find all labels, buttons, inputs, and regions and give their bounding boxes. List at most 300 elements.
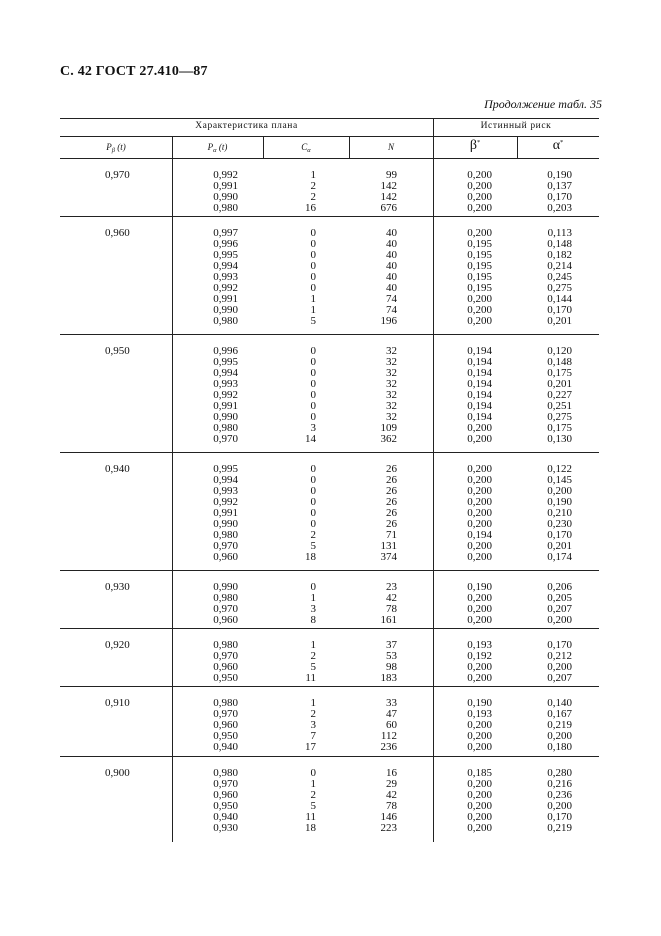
- n-cell: 196: [380, 315, 397, 328]
- n-cell: 26: [386, 485, 397, 498]
- beta-true-cell: 0,200: [467, 191, 492, 204]
- alpha-true-cell: 0,219: [547, 822, 572, 835]
- c-alpha-cell: 7: [310, 730, 316, 743]
- alpha-true-cell: 0,182: [547, 249, 572, 262]
- c-alpha-cell: 2: [310, 191, 316, 204]
- p-alpha-cell: 0,993: [213, 378, 238, 391]
- p-beta-cell: 0,910: [105, 697, 130, 709]
- alpha-true-column: [547, 640, 572, 684]
- n-cell: 40: [386, 227, 397, 239]
- p-beta-cell: 0,930: [105, 581, 130, 593]
- n-cell: 40: [386, 271, 397, 284]
- c-alpha-cell: 0: [310, 356, 316, 369]
- group-header-risk: Истинный риск: [480, 121, 552, 131]
- c-alpha-cell: 0: [310, 463, 316, 475]
- alpha-true-cell: 0,201: [547, 315, 572, 328]
- c-alpha-cell: 2: [310, 529, 316, 542]
- n-cell: 37: [386, 639, 397, 651]
- alpha-true-column: [547, 346, 572, 445]
- c-alpha-cell: 3: [310, 603, 316, 616]
- n-cell: 32: [386, 389, 397, 402]
- alpha-true-cell: 0,180: [547, 741, 572, 754]
- c-alpha-column: [311, 582, 317, 626]
- c-alpha-cell: 0: [310, 474, 316, 487]
- p-alpha-cell: 0,995: [213, 356, 238, 369]
- alpha-true-cell: 0,167: [547, 708, 572, 721]
- c-alpha-column: [305, 346, 316, 445]
- p-alpha-cell: 0,990: [213, 304, 238, 317]
- p-alpha-cell: 0,950: [213, 730, 238, 743]
- beta-true-cell: 0,200: [467, 474, 492, 487]
- beta-true-column: [467, 464, 492, 563]
- table-top-rule: [60, 118, 599, 119]
- beta-true-cell: 0,200: [467, 811, 492, 824]
- p-alpha-column: [213, 640, 238, 684]
- beta-true-cell: 0,195: [467, 271, 492, 284]
- p-beta-cell: 0,950: [105, 345, 130, 357]
- p-alpha-cell: 0,993: [213, 485, 238, 498]
- c-alpha-column: [305, 640, 316, 684]
- c-alpha-cell: 17: [305, 741, 316, 754]
- n-cell: 99: [386, 169, 397, 181]
- p-alpha-cell: 0,991: [213, 507, 238, 520]
- c-alpha-cell: 0: [310, 411, 316, 424]
- n-cell: 74: [386, 304, 397, 317]
- alpha-true-cell: 0,201: [547, 540, 572, 553]
- c-alpha-cell: 8: [310, 614, 316, 627]
- beta-true-cell: 0,195: [467, 238, 492, 251]
- p-alpha-cell: 0,996: [213, 238, 238, 251]
- p-alpha-column: [213, 698, 238, 753]
- group-separator-rule: [60, 570, 599, 571]
- p-alpha-cell: 0,950: [213, 800, 238, 813]
- c-alpha-cell: 0: [310, 238, 316, 251]
- alpha-true-cell: 0,200: [547, 661, 572, 674]
- beta-true-cell: 0,194: [467, 529, 492, 542]
- beta-true-cell: 0,194: [467, 411, 492, 424]
- page-title: С. 42 ГОСТ 27.410—87: [60, 64, 208, 79]
- c-alpha-column: [305, 768, 316, 834]
- alpha-true-cell: 0,145: [547, 474, 572, 487]
- alpha-true-cell: 0,122: [547, 463, 572, 475]
- alpha-true-cell: 0,120: [547, 345, 572, 357]
- n-cell: 223: [380, 822, 397, 835]
- p-alpha-cell: 0,980: [213, 767, 238, 779]
- beta-true-cell: 0,192: [467, 650, 492, 663]
- alpha-true-cell: 0,207: [547, 672, 572, 685]
- beta-true-cell: 0,200: [467, 496, 492, 509]
- p-alpha-cell: 0,980: [213, 202, 238, 215]
- alpha-true-cell: 0,137: [547, 180, 572, 193]
- c-alpha-cell: 0: [310, 389, 316, 402]
- group-separator-rule: [60, 686, 599, 687]
- c-alpha-column: [305, 170, 316, 214]
- beta-true-column: [467, 768, 492, 834]
- c-alpha-cell: 3: [310, 422, 316, 435]
- n-cell: 26: [386, 496, 397, 509]
- c-alpha-cell: 2: [310, 789, 316, 802]
- n-cell: 26: [386, 507, 397, 520]
- n-cell: 131: [380, 540, 397, 553]
- n-cell: 109: [380, 422, 397, 435]
- n-cell: 33: [386, 697, 397, 709]
- alpha-true-cell: 0,144: [547, 293, 572, 306]
- alpha-true-cell: 0,190: [547, 496, 572, 509]
- alpha-true-cell: 0,175: [547, 422, 572, 435]
- n-cell: 74: [386, 293, 397, 306]
- p-alpha-cell: 0,991: [213, 293, 238, 306]
- alpha-true-column: [547, 698, 572, 753]
- alpha-true-cell: 0,251: [547, 400, 572, 413]
- p-alpha-cell: 0,930: [213, 822, 238, 835]
- c-alpha-cell: 0: [310, 271, 316, 284]
- alpha-true-cell: 0,280: [547, 767, 572, 779]
- p-alpha-cell: 0,991: [213, 400, 238, 413]
- alpha-true-cell: 0,113: [547, 227, 572, 239]
- alpha-true-column: [547, 582, 572, 626]
- n-cell: 32: [386, 356, 397, 369]
- c-alpha-cell: 0: [310, 581, 316, 593]
- n-cell: 146: [380, 811, 397, 824]
- beta-true-cell: 0,200: [467, 789, 492, 802]
- p-alpha-cell: 0,980: [213, 529, 238, 542]
- c-alpha-cell: 0: [310, 345, 316, 357]
- beta-true-cell: 0,200: [467, 778, 492, 791]
- n-cell: 32: [386, 367, 397, 380]
- n-column: [381, 640, 398, 684]
- alpha-true-cell: 0,200: [547, 614, 572, 627]
- n-column: [381, 464, 398, 563]
- beta-true-cell: 0,200: [467, 304, 492, 317]
- beta-true-column: [467, 346, 492, 445]
- alpha-true-cell: 0,130: [547, 433, 572, 446]
- p-beta-cell: 0,940: [105, 463, 130, 475]
- alpha-true-cell: 0,200: [547, 485, 572, 498]
- beta-true-cell: 0,194: [467, 389, 492, 402]
- n-cell: 29: [386, 778, 397, 791]
- n-cell: 32: [386, 345, 397, 357]
- n-cell: 142: [380, 180, 397, 193]
- n-cell: 53: [386, 650, 397, 663]
- c-alpha-cell: 1: [310, 304, 316, 317]
- body-col-sep-2: [433, 158, 434, 842]
- c-alpha-cell: 5: [310, 661, 316, 674]
- c-alpha-cell: 11: [305, 672, 316, 685]
- n-cell: 362: [380, 433, 397, 446]
- n-column: [381, 170, 398, 214]
- alpha-true-cell: 0,275: [547, 411, 572, 424]
- header-bottom-rule: [60, 158, 599, 159]
- alpha-true-cell: 0,275: [547, 282, 572, 295]
- p-alpha-cell: 0,992: [213, 389, 238, 402]
- beta-true-cell: 0,193: [467, 708, 492, 721]
- p-beta-cell: 0,920: [105, 639, 130, 651]
- beta-true-cell: 0,200: [467, 672, 492, 685]
- p-alpha-cell: 0,996: [213, 345, 238, 357]
- p-alpha-cell: 0,990: [213, 581, 238, 593]
- beta-true-cell: 0,195: [467, 249, 492, 262]
- p-beta-cell: 0,970: [105, 169, 130, 181]
- c-alpha-column: [305, 464, 316, 563]
- beta-true-cell: 0,200: [467, 293, 492, 306]
- n-column: [381, 346, 398, 445]
- c-alpha-cell: 0: [310, 400, 316, 413]
- alpha-true-cell: 0,203: [547, 202, 572, 215]
- beta-true-cell: 0,200: [467, 741, 492, 754]
- alpha-true-cell: 0,212: [547, 650, 572, 663]
- n-cell: 16: [386, 767, 397, 779]
- p-alpha-cell: 0,960: [213, 719, 238, 732]
- n-cell: 78: [386, 603, 397, 616]
- col-header-p-beta: $P_\beta$ (t): [106, 142, 126, 154]
- beta-true-cell: 0,200: [467, 180, 492, 193]
- n-column: [381, 768, 398, 834]
- c-alpha-cell: 2: [310, 708, 316, 721]
- c-alpha-cell: 0: [310, 249, 316, 262]
- alpha-true-cell: 0,227: [547, 389, 572, 402]
- alpha-true-cell: 0,140: [547, 697, 572, 709]
- p-alpha-cell: 0,960: [213, 661, 238, 674]
- n-cell: 26: [386, 518, 397, 531]
- c-alpha-cell: 5: [310, 800, 316, 813]
- n-cell: 236: [380, 741, 397, 754]
- n-cell: 183: [380, 672, 397, 685]
- n-cell: 26: [386, 463, 397, 475]
- alpha-true-cell: 0,170: [547, 639, 572, 651]
- p-alpha-cell: 0,970: [213, 778, 238, 791]
- alpha-true-cell: 0,175: [547, 367, 572, 380]
- alpha-true-column: [547, 768, 572, 834]
- p-alpha-cell: 0,940: [213, 811, 238, 824]
- c-alpha-cell: 0: [310, 260, 316, 273]
- n-cell: 374: [380, 551, 397, 564]
- n-cell: 42: [386, 592, 397, 605]
- p-alpha-cell: 0,990: [213, 191, 238, 204]
- n-cell: 23: [386, 581, 397, 593]
- c-alpha-cell: 18: [305, 822, 316, 835]
- beta-true-cell: 0,200: [467, 822, 492, 835]
- n-cell: 40: [386, 282, 397, 295]
- c-alpha-cell: 18: [305, 551, 316, 564]
- p-alpha-cell: 0,994: [213, 474, 238, 487]
- p-alpha-cell: 0,960: [213, 789, 238, 802]
- beta-true-cell: 0,185: [467, 767, 492, 779]
- c-alpha-cell: 3: [310, 719, 316, 732]
- alpha-true-column: [547, 464, 572, 563]
- beta-true-cell: 0,194: [467, 378, 492, 391]
- p-alpha-column: [213, 464, 238, 563]
- beta-true-cell: 0,200: [467, 592, 492, 605]
- beta-true-column: [467, 698, 492, 753]
- alpha-true-cell: 0,170: [547, 529, 572, 542]
- p-alpha-cell: 0,992: [213, 282, 238, 295]
- beta-true-cell: 0,200: [467, 800, 492, 813]
- p-alpha-cell: 0,995: [213, 463, 238, 475]
- beta-true-column: [467, 640, 492, 684]
- n-cell: 98: [386, 661, 397, 674]
- c-alpha-cell: 0: [310, 518, 316, 531]
- n-cell: 32: [386, 411, 397, 424]
- beta-true-cell: 0,200: [467, 485, 492, 498]
- p-alpha-cell: 0,991: [213, 180, 238, 193]
- alpha-true-cell: 0,216: [547, 778, 572, 791]
- col-header-c-alpha: $C_\alpha$: [301, 142, 311, 154]
- p-alpha-cell: 0,940: [213, 741, 238, 754]
- p-alpha-cell: 0,980: [213, 592, 238, 605]
- p-alpha-cell: 0,970: [213, 540, 238, 553]
- beta-true-cell: 0,200: [467, 315, 492, 328]
- col-header-beta-true: β*: [469, 138, 481, 153]
- alpha-true-cell: 0,200: [547, 800, 572, 813]
- c-alpha-cell: 11: [305, 811, 316, 824]
- beta-true-cell: 0,200: [467, 719, 492, 732]
- c-alpha-cell: 0: [310, 282, 316, 295]
- group-header-plan: Характеристика плана: [195, 121, 298, 131]
- beta-true-cell: 0,194: [467, 400, 492, 413]
- c-alpha-cell: 0: [310, 485, 316, 498]
- n-cell: 71: [386, 529, 397, 542]
- p-alpha-cell: 0,970: [213, 708, 238, 721]
- alpha-true-column: [547, 170, 572, 214]
- header-divider-rule: [60, 136, 599, 137]
- n-column: [381, 228, 398, 327]
- c-alpha-cell: 0: [310, 378, 316, 391]
- beta-true-column: [467, 582, 492, 626]
- c-alpha-cell: 5: [310, 315, 316, 328]
- n-cell: 40: [386, 238, 397, 251]
- n-cell: 40: [386, 260, 397, 273]
- n-cell: 42: [386, 789, 397, 802]
- alpha-true-cell: 0,207: [547, 603, 572, 616]
- col-header-p-alpha: $P_\alpha$ (t): [207, 142, 228, 154]
- n-column: [381, 698, 398, 753]
- alpha-true-cell: 0,214: [547, 260, 572, 273]
- alpha-true-cell: 0,148: [547, 238, 572, 251]
- beta-true-cell: 0,194: [467, 367, 492, 380]
- p-alpha-cell: 0,980: [213, 697, 238, 709]
- p-alpha-cell: 0,992: [213, 496, 238, 509]
- beta-true-cell: 0,200: [467, 422, 492, 435]
- group-separator-rule: [60, 756, 599, 757]
- p-alpha-cell: 0,994: [213, 260, 238, 273]
- alpha-true-cell: 0,170: [547, 191, 572, 204]
- c-alpha-cell: 14: [305, 433, 316, 446]
- p-alpha-column: [213, 170, 238, 214]
- alpha-true-cell: 0,210: [547, 507, 572, 520]
- alpha-true-cell: 0,190: [547, 169, 572, 181]
- beta-true-cell: 0,200: [467, 433, 492, 446]
- beta-true-cell: 0,190: [467, 697, 492, 709]
- alpha-true-cell: 0,170: [547, 811, 572, 824]
- group-separator-rule: [60, 628, 599, 629]
- beta-true-cell: 0,200: [467, 202, 492, 215]
- c-alpha-cell: 1: [310, 293, 316, 306]
- n-cell: 40: [386, 249, 397, 262]
- p-alpha-cell: 0,950: [213, 672, 238, 685]
- alpha-true-cell: 0,236: [547, 789, 572, 802]
- p-alpha-cell: 0,980: [213, 422, 238, 435]
- p-alpha-cell: 0,980: [213, 639, 238, 651]
- p-alpha-cell: 0,992: [213, 169, 238, 181]
- alpha-true-column: [547, 228, 572, 327]
- alpha-true-cell: 0,148: [547, 356, 572, 369]
- beta-true-cell: 0,200: [467, 661, 492, 674]
- alpha-true-cell: 0,201: [547, 378, 572, 391]
- n-cell: 142: [380, 191, 397, 204]
- alpha-true-cell: 0,245: [547, 271, 572, 284]
- c-alpha-cell: 5: [310, 540, 316, 553]
- p-alpha-column: [213, 228, 238, 327]
- n-cell: 60: [386, 719, 397, 732]
- beta-true-cell: 0,194: [467, 345, 492, 357]
- alpha-true-cell: 0,219: [547, 719, 572, 732]
- c-alpha-column: [305, 698, 316, 753]
- beta-true-cell: 0,194: [467, 356, 492, 369]
- p-alpha-cell: 0,960: [213, 614, 238, 627]
- beta-true-column: [467, 228, 492, 327]
- c-alpha-cell: 2: [310, 650, 316, 663]
- p-beta-cell: 0,900: [105, 767, 130, 779]
- c-alpha-cell: 16: [305, 202, 316, 215]
- beta-true-cell: 0,200: [467, 518, 492, 531]
- n-cell: 32: [386, 378, 397, 391]
- col-header-alpha-true: α*: [552, 138, 564, 153]
- p-alpha-cell: 0,990: [213, 518, 238, 531]
- beta-true-cell: 0,200: [467, 169, 492, 181]
- p-alpha-column: [213, 346, 238, 445]
- beta-true-cell: 0,200: [467, 603, 492, 616]
- n-cell: 78: [386, 800, 397, 813]
- beta-true-cell: 0,190: [467, 581, 492, 593]
- n-column: [381, 582, 398, 626]
- alpha-true-cell: 0,174: [547, 551, 572, 564]
- c-alpha-cell: 1: [310, 639, 316, 651]
- c-alpha-column: [311, 228, 317, 327]
- beta-true-cell: 0,193: [467, 639, 492, 651]
- p-alpha-cell: 0,997: [213, 227, 238, 239]
- p-alpha-cell: 0,970: [213, 603, 238, 616]
- col-header-n: N: [387, 142, 394, 152]
- n-cell: 26: [386, 474, 397, 487]
- beta-true-cell: 0,200: [467, 463, 492, 475]
- c-alpha-cell: 2: [310, 180, 316, 193]
- p-alpha-column: [213, 582, 238, 626]
- p-beta-cell: 0,960: [105, 227, 130, 239]
- p-alpha-cell: 0,960: [213, 551, 238, 564]
- table-continuation-caption: Продолжение табл. 35: [484, 97, 602, 111]
- p-alpha-cell: 0,970: [213, 433, 238, 446]
- c-alpha-cell: 0: [310, 227, 316, 239]
- alpha-true-cell: 0,200: [547, 730, 572, 743]
- alpha-true-cell: 0,206: [547, 581, 572, 593]
- n-cell: 32: [386, 400, 397, 413]
- beta-true-cell: 0,200: [467, 540, 492, 553]
- group-separator-rule: [60, 452, 599, 453]
- alpha-true-cell: 0,230: [547, 518, 572, 531]
- beta-true-cell: 0,200: [467, 507, 492, 520]
- n-cell: 112: [380, 730, 397, 743]
- c-alpha-cell: 0: [310, 367, 316, 380]
- c-alpha-cell: 1: [310, 697, 316, 709]
- c-alpha-cell: 1: [310, 169, 316, 181]
- beta-true-cell: 0,200: [467, 730, 492, 743]
- alpha-true-cell: 0,205: [547, 592, 572, 605]
- beta-true-cell: 0,200: [467, 227, 492, 239]
- c-alpha-cell: 1: [310, 592, 316, 605]
- p-alpha-cell: 0,990: [213, 411, 238, 424]
- n-cell: 676: [380, 202, 397, 215]
- alpha-true-cell: 0,170: [547, 304, 572, 317]
